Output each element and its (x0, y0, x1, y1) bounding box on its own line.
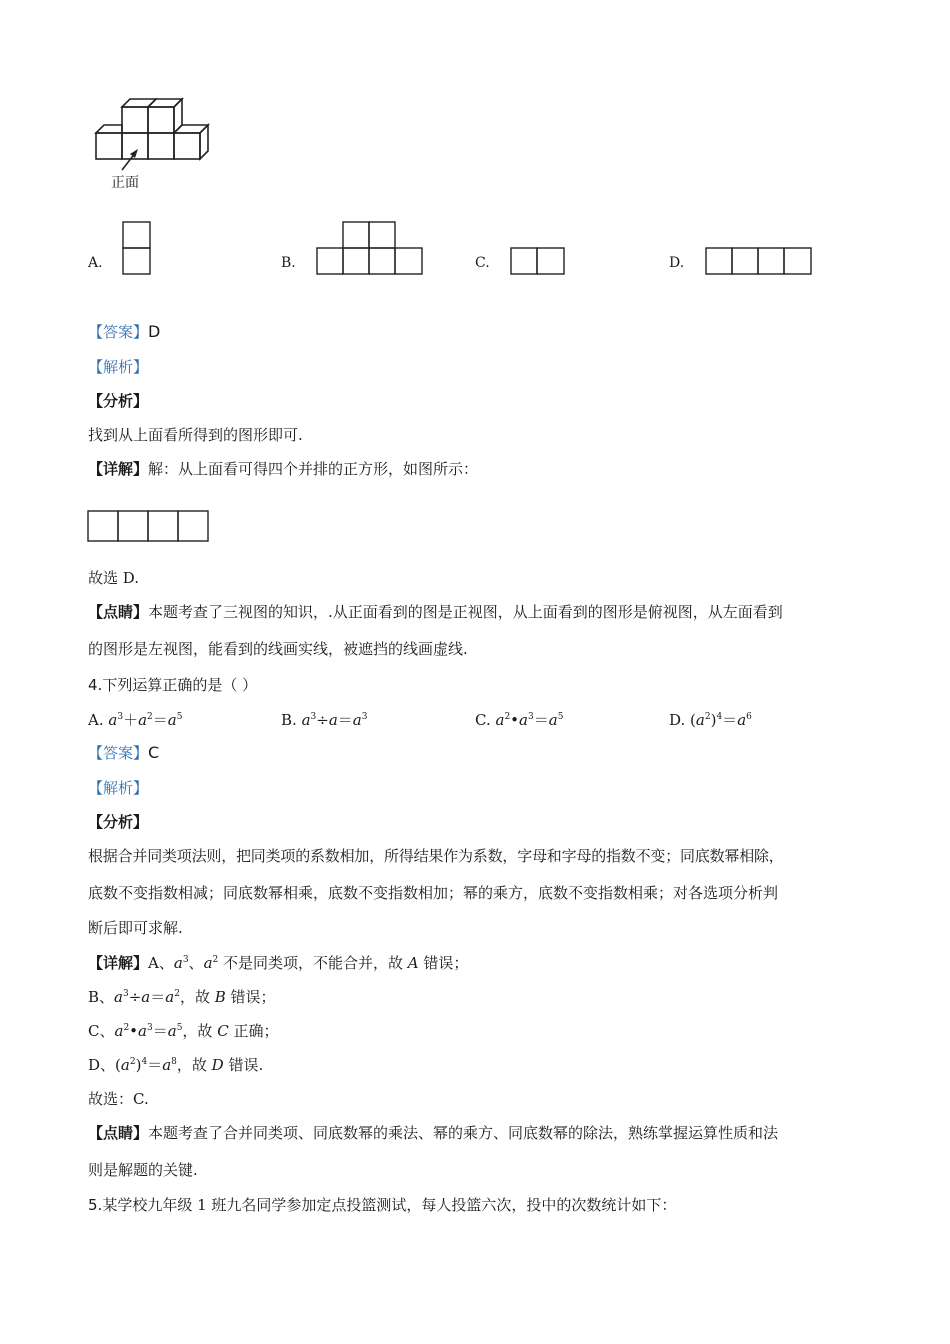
q4-conclusion: 故选：C. (88, 1090, 149, 1108)
analysis-tag: 【解析】 (88, 358, 149, 376)
answer-value: D (148, 322, 161, 341)
q4-detail-a: 【详解】A、$a^3$、$a^2$ 不是同类项，不能合并，故 A 错误； (88, 954, 469, 972)
detail-tag: 【详解】 (88, 460, 149, 478)
q4-detail-d: D、$(a^2)^4=a^8$，故 D 错误. (88, 1056, 264, 1074)
option-d-figure (705, 247, 815, 277)
question-number: 5 (88, 1196, 98, 1214)
option-a-label: A. (88, 255, 103, 271)
q4-option-d: D. $(a^2)^4=a^6$ (669, 711, 752, 729)
question-number: 4 (88, 676, 98, 694)
option-b-figure (316, 221, 426, 277)
q3-detail-line (88, 459, 478, 479)
q3-comment-line2: 的图形是左视图，能看到的线画实线，被遮挡的线画虚线. (88, 640, 468, 658)
question-stem: .下列运算正确的是（ ） (97, 676, 258, 694)
q4-stem (88, 675, 257, 695)
top-view-figure (87, 510, 211, 544)
comment-tag: 【点睛】 (88, 1124, 149, 1142)
fenxi-text: 找到从上面看所得到的图形即可. (88, 426, 303, 444)
q3-comment-line1 (88, 602, 783, 622)
q4-comment-line2: 则是解题的关键. (88, 1161, 198, 1179)
option-c-label: C. (475, 255, 490, 271)
comment-text: 本题考查了合并同类项、同底数幂的乘法、幂的乘方、同底数幂的除法，熟练掌握运算性质和法 (148, 1124, 779, 1142)
analysis-tag: 【解析】 (88, 779, 149, 797)
fenxi-line1: 根据合并同类项法则，把同类项的系数相加，所得结果作为系数，字母和字母的指数不变；同底数幂相除， (88, 847, 784, 865)
q4-detail-c: C、$a^2•a^3=a^5$，故 C 正确； (88, 1022, 279, 1040)
answer-value: C (148, 743, 160, 762)
answer-tag: 【答案】 (88, 744, 149, 762)
q4-option-c: C. $a^2•a^3=a^5$ (475, 711, 564, 729)
answer-tag: 【答案】 (88, 323, 149, 341)
cube-solid-figure (90, 92, 220, 192)
q4-answer-line (88, 743, 159, 763)
q4-option-b: B. $a^3\div a=a^3$ (281, 711, 368, 729)
q4-comment-line1 (88, 1123, 778, 1143)
q4-option-a: A. $a^3+a^2=a^5$ (88, 711, 183, 729)
q5-stem (88, 1195, 676, 1215)
q3-answer-line (88, 322, 160, 342)
option-a-figure (122, 221, 152, 277)
figure-caption: 正面 (111, 175, 139, 191)
q4-detail-b: B、$a^3\div a=a^2$，故 B 错误； (88, 988, 276, 1006)
fenxi-tag: 【分析】 (88, 813, 149, 831)
q3-conclusion: 故选 D. (88, 569, 140, 587)
detail-text: 解：从上面看可得四个并排的正方形，如图所示： (148, 460, 479, 478)
fenxi-line2: 底数不变指数相减；同底数幂相乘，底数不变指数相加；幂的乘方，底数不变指数相乘；对各选项分析判 (88, 884, 779, 902)
detail-tag: 【详解】 (88, 954, 149, 972)
fenxi-tag: 【分析】 (88, 392, 149, 410)
option-b-label: B. (281, 255, 296, 271)
fenxi-line3: 断后即可求解. (88, 919, 183, 937)
option-c-figure (510, 247, 568, 277)
comment-text: 本题考查了三视图的知识，.从正面看到的图是正视图，从上面看到的图形是俯视图，从左面看到 (148, 603, 783, 621)
option-d-label: D. (669, 255, 685, 271)
comment-tag: 【点睛】 (88, 603, 149, 621)
question-stem: .某学校九年级 1 班九名同学参加定点投篮测试，每人投篮六次，投中的次数统计如下： (97, 1196, 677, 1214)
